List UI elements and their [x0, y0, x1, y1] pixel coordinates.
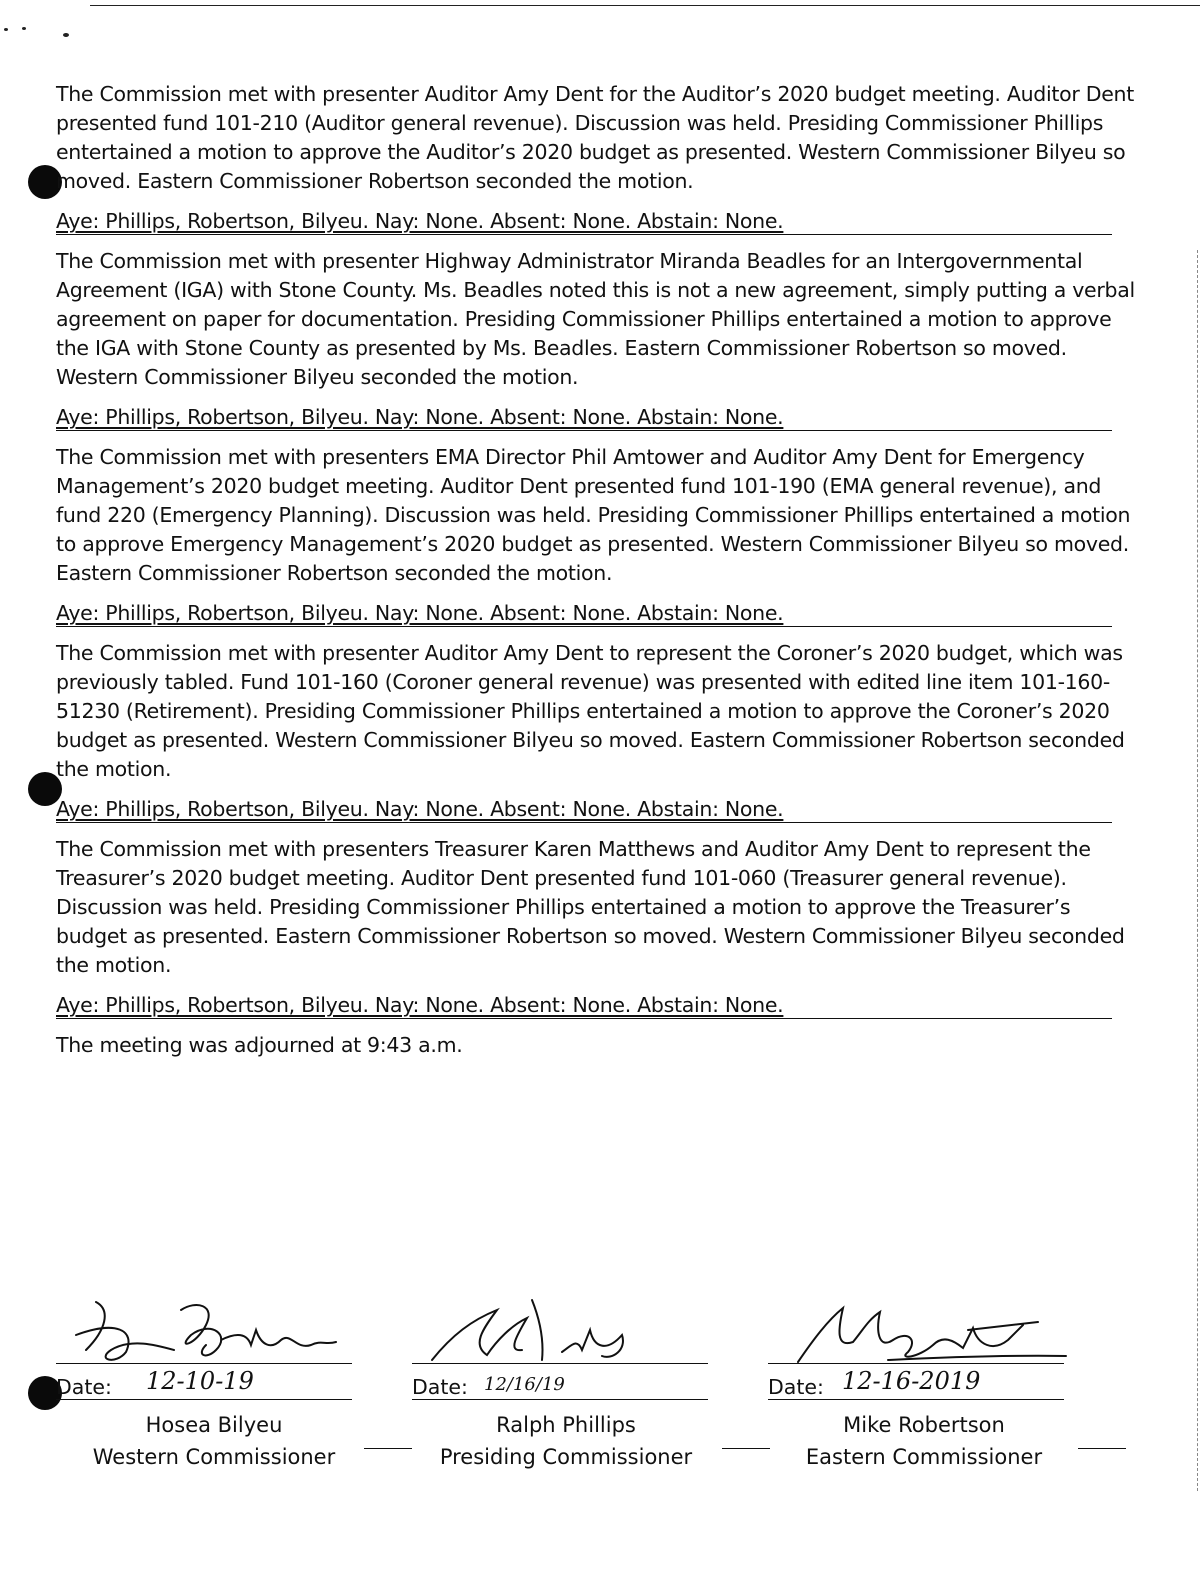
scan-speck [22, 27, 26, 30]
date-line [768, 1399, 1064, 1400]
date-row [768, 1367, 1064, 1402]
separator-dash [1078, 1448, 1126, 1449]
top-edge-rule [90, 5, 1200, 6]
minutes-paragraph: The Commission met with presenters EMA Director Phil Amtower and Auditor Amy Dent for Emergency Management’s 2020 budget meeting. Auditor Dent presented fund 101-190 (EMA general revenue), and fund 220 (Emergency Planning). Discussion was held. Presiding Commissioner Phillips entertained a motion to approve Emergency Management’s 2020 budget as presented. Western Commissioner Bilyeu so moved. Eastern Commissioner Robertson seconded the motion. [56, 445, 1131, 585]
handwritten-date: 12-10-19 [146, 1367, 254, 1395]
date-label: Date: [768, 1375, 824, 1399]
signer-title: Presiding Commissioner [439, 1445, 693, 1469]
vote-record: Aye: Phillips, Robertson, Bilyeu. Nay: None. Absent: None. Abstain: None. [56, 600, 1112, 627]
separator-dash [364, 1448, 412, 1449]
scan-speck [4, 28, 8, 31]
minutes-paragraph: The Commission met with presenter Auditor Amy Dent for the Auditor’s 2020 budget meeting. Auditor Dent presented fund 101-210 (Auditor general revenue). Discussion was held. Presiding Commissioner Phillips entertained a motion to approve the Auditor’s 2020 budget as presented. Western Commissioner Bilyeu so moved. Eastern Commissioner Robertson seconded the motion. [56, 82, 1134, 193]
date-line [412, 1399, 708, 1400]
minutes-paragraph: The Commission met with presenter Highway Administrator Miranda Beadles for an Intergovernmental Agreement (IGA) with Stone County. Ms. Beadles noted this is not a new agreement, simply putting a verbal agreement on paper for documentation. Presiding Commissioner Phillips entertained a motion to approve the IGA with Stone County as presented by Ms. Beadles. Eastern Commissioner Robertson so moved. Western Commissioner Bilyeu seconded the motion. [56, 249, 1135, 389]
date-label: Date: [412, 1375, 468, 1399]
vote-record: Aye: Phillips, Robertson, Bilyeu. Nay: None. Absent: None. Abstain: None. [56, 208, 1112, 235]
signer-name: Ralph Phillips [496, 1413, 636, 1437]
vote-record: Aye: Phillips, Robertson, Bilyeu. Nay: None. Absent: None. Abstain: None. [56, 796, 1112, 823]
signature-line [412, 1363, 708, 1364]
separator-dash [722, 1448, 770, 1449]
minutes-paragraph: The Commission met with presenter Auditor Amy Dent to represent the Coroner’s 2020 budget, which was previously tabled. Fund 101-160 (Coroner general revenue) was presented with edited line item 101-160-51230 (Retirement). Presiding Commissioner Phillips entertained a motion to approve the Coroner’s 2020 budget as presented. Western Commissioner Bilyeu so moved. Eastern Commissioner Robertson seconded the motion. [56, 641, 1125, 781]
handwritten-signature [412, 1290, 712, 1370]
signature-line [768, 1363, 1064, 1364]
signer-name: Hosea Bilyeu [145, 1413, 283, 1437]
signer-title: Eastern Commissioner [805, 1445, 1043, 1469]
handwritten-date: 12/16/19 [484, 1374, 565, 1395]
signature-line [56, 1363, 352, 1364]
date-row [56, 1367, 352, 1402]
adjournment-line: The meeting was adjourned at 9:43 a.m. [56, 1033, 463, 1057]
signer-name: Mike Robertson [843, 1413, 1005, 1437]
handwritten-signature [768, 1290, 1068, 1370]
page-edge-line [1197, 250, 1198, 1491]
date-line [56, 1399, 352, 1400]
handwritten-signature [56, 1290, 356, 1370]
date-row [412, 1372, 708, 1402]
signer-title: Western Commissioner [92, 1445, 336, 1469]
vote-record: Aye: Phillips, Robertson, Bilyeu. Nay: None. Absent: None. Abstain: None. [56, 404, 1112, 431]
vote-record: Aye: Phillips, Robertson, Bilyeu. Nay: None. Absent: None. Abstain: None. [56, 992, 1112, 1019]
handwritten-date: 12-16-2019 [842, 1367, 981, 1395]
scan-speck [63, 33, 69, 37]
minutes-body [56, 80, 1136, 1060]
date-label: Date: [56, 1375, 112, 1399]
minutes-paragraph: The Commission met with presenters Treasurer Karen Matthews and Auditor Amy Dent to represent the Treasurer’s 2020 budget meeting. Auditor Dent presented fund 101-060 (Treasurer general revenue). Discussion was held. Presiding Commissioner Phillips entertained a motion to approve the Treasurer’s budget as presented. Eastern Commissioner Robertson so moved. Western Commissioner Bilyeu seconded the motion. [56, 837, 1125, 977]
